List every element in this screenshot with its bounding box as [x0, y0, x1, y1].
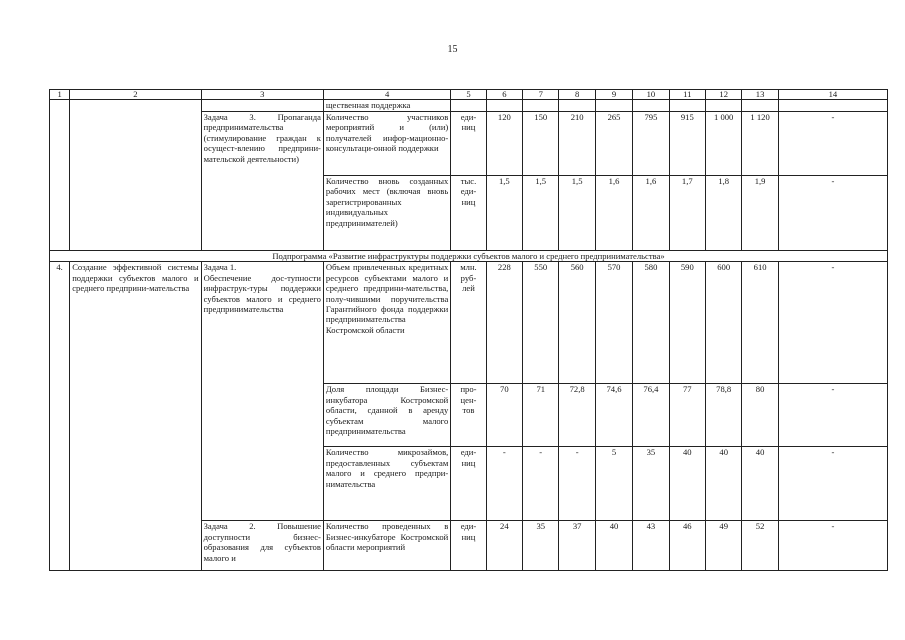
value-cell: 35 [633, 447, 669, 521]
value-cell: 580 [633, 262, 669, 384]
unit-text: еди- ниц [460, 521, 477, 542]
note-cell: - [778, 384, 887, 447]
note-cell: - [778, 176, 887, 251]
value-cell: 5 [595, 447, 632, 521]
unit-cell [451, 447, 486, 521]
unit-cell [451, 384, 486, 447]
note-cell: - [778, 112, 887, 176]
value-cell: 570 [595, 262, 632, 384]
unit-text: еди- ниц [460, 447, 477, 468]
indicators-table [49, 89, 888, 571]
value-cell: 71 [523, 384, 559, 447]
value-cell: 1,7 [669, 176, 705, 251]
value-cell: 1,5 [523, 176, 559, 251]
value-cell: 1,6 [633, 176, 669, 251]
indicator-cell: Количество вновь созданных рабочих мест (включая вновь зарегистрированных индивидуальных предпринимателей) [323, 176, 450, 251]
value-cell: 78,8 [706, 384, 742, 447]
column-header: 7 [523, 90, 559, 100]
indicator-cell: Количество проведенных в Бизнес-инкубаторе Костромской области мероприятий [323, 521, 450, 571]
note-cell: - [778, 262, 887, 384]
column-header: 6 [486, 90, 522, 100]
column-header: 1 [50, 90, 70, 100]
value-cell: 550 [523, 262, 559, 384]
value-cell: 40 [669, 447, 705, 521]
value-cell: 46 [669, 521, 705, 571]
value-cell: 150 [523, 112, 559, 176]
value-cell: 1,8 [706, 176, 742, 251]
unit-text: еди- ниц [460, 112, 477, 133]
unit-text: про- цен- тов [460, 384, 477, 416]
value-cell: 1,6 [595, 176, 632, 251]
unit-cell [451, 112, 486, 176]
note-cell: - [778, 521, 887, 571]
value-cell: 40 [706, 447, 742, 521]
column-header: 11 [669, 90, 705, 100]
value-cell: 1 000 [706, 112, 742, 176]
column-header: 13 [742, 90, 778, 100]
value-cell: 795 [633, 112, 669, 176]
cell-empty [201, 100, 323, 112]
indicator-cell: Объем привлеченных кредитных ресурсов субъектами малого и среднего предприни-мательства, полу-чившими поручительства Гарантийного фонда поддержки предпринимательства Костромской области [323, 262, 450, 384]
value-cell: 1,5 [486, 176, 522, 251]
unit-cell [451, 262, 486, 384]
unit-text: млн. руб- лей [460, 262, 477, 294]
value-cell: 228 [486, 262, 522, 384]
subprogram-title: Подпрограмма «Развитие инфраструктуры поддержки субъектов малого и среднего предпринимательства» [50, 251, 888, 262]
value-cell: 80 [742, 384, 778, 447]
indicator-cell: Количество участников мероприятий и (или) получателей инфор-мационно-консультаци-онной поддержки [323, 112, 450, 176]
column-header: 4 [323, 90, 450, 100]
unit-cell [451, 176, 486, 251]
value-cell: - [559, 447, 595, 521]
table-row [50, 100, 888, 112]
note-cell: - [778, 447, 887, 521]
value-cell: 610 [742, 262, 778, 384]
item-number: 4. [50, 262, 70, 571]
subprogram-row [50, 251, 888, 262]
value-cell: 590 [669, 262, 705, 384]
value-cell: 43 [633, 521, 669, 571]
value-cell: 37 [559, 521, 595, 571]
unit-text: тыс. еди- ниц [460, 176, 477, 207]
value-cell: 600 [706, 262, 742, 384]
value-cell: 70 [486, 384, 522, 447]
value-cell: 120 [486, 112, 522, 176]
value-cell: 74,6 [595, 384, 632, 447]
value-cell: 76,4 [633, 384, 669, 447]
table-row [50, 262, 888, 384]
value-cell: 40 [595, 521, 632, 571]
task-cell: Задача 2. Повышение доступности бизнес-образования для субъектов малого и [201, 521, 323, 571]
column-header: 14 [778, 90, 887, 100]
column-header: 2 [70, 90, 201, 100]
cell-empty [70, 100, 201, 251]
value-cell: 40 [742, 447, 778, 521]
indicator-cell: щественная поддержка [323, 100, 450, 112]
value-cell: 265 [595, 112, 632, 176]
value-cell: - [486, 447, 522, 521]
task-cell [201, 262, 323, 521]
value-cell: 49 [706, 521, 742, 571]
value-cell: 1,9 [742, 176, 778, 251]
column-header: 10 [633, 90, 669, 100]
indicator-cell: Доля площади Бизнес-инкубатора Костромской области, сданной в аренду субъектам малого предпринимательства [323, 384, 450, 447]
indicator-cell: Количество микрозаймов, предоставленных субъектам малого и среднего предпри-нимательства [323, 447, 450, 521]
value-cell: 72,8 [559, 384, 595, 447]
unit-cell [451, 521, 486, 571]
value-cell: - [523, 447, 559, 521]
value-cell: 24 [486, 521, 522, 571]
value-cell: 1,5 [559, 176, 595, 251]
page-number: 15 [447, 44, 458, 55]
task-text: Задача 1. Обеспечение дос-тупности инфраструк-туры поддержки субъектов малого и среднего предпринимательства [203, 262, 321, 315]
column-header: 3 [201, 90, 323, 100]
column-header: 8 [559, 90, 595, 100]
value-cell: 210 [559, 112, 595, 176]
column-header-row [50, 90, 888, 100]
task-cell: Задача 3. Пропаганда предпринимательства (стимулирование граждан к осущест-влению предприни-мательской деятельности) [201, 112, 323, 251]
column-header: 9 [595, 90, 632, 100]
value-cell: 1 120 [742, 112, 778, 176]
cell-empty [50, 100, 70, 251]
value-cell: 560 [559, 262, 595, 384]
column-header: 12 [706, 90, 742, 100]
value-cell: 52 [742, 521, 778, 571]
column-header: 5 [451, 90, 486, 100]
value-cell: 915 [669, 112, 705, 176]
value-cell: 35 [523, 521, 559, 571]
value-cell: 77 [669, 384, 705, 447]
goal-cell: Создание эффективной системы поддержки субъектов малого и среднего предприни-мательства [70, 262, 201, 571]
